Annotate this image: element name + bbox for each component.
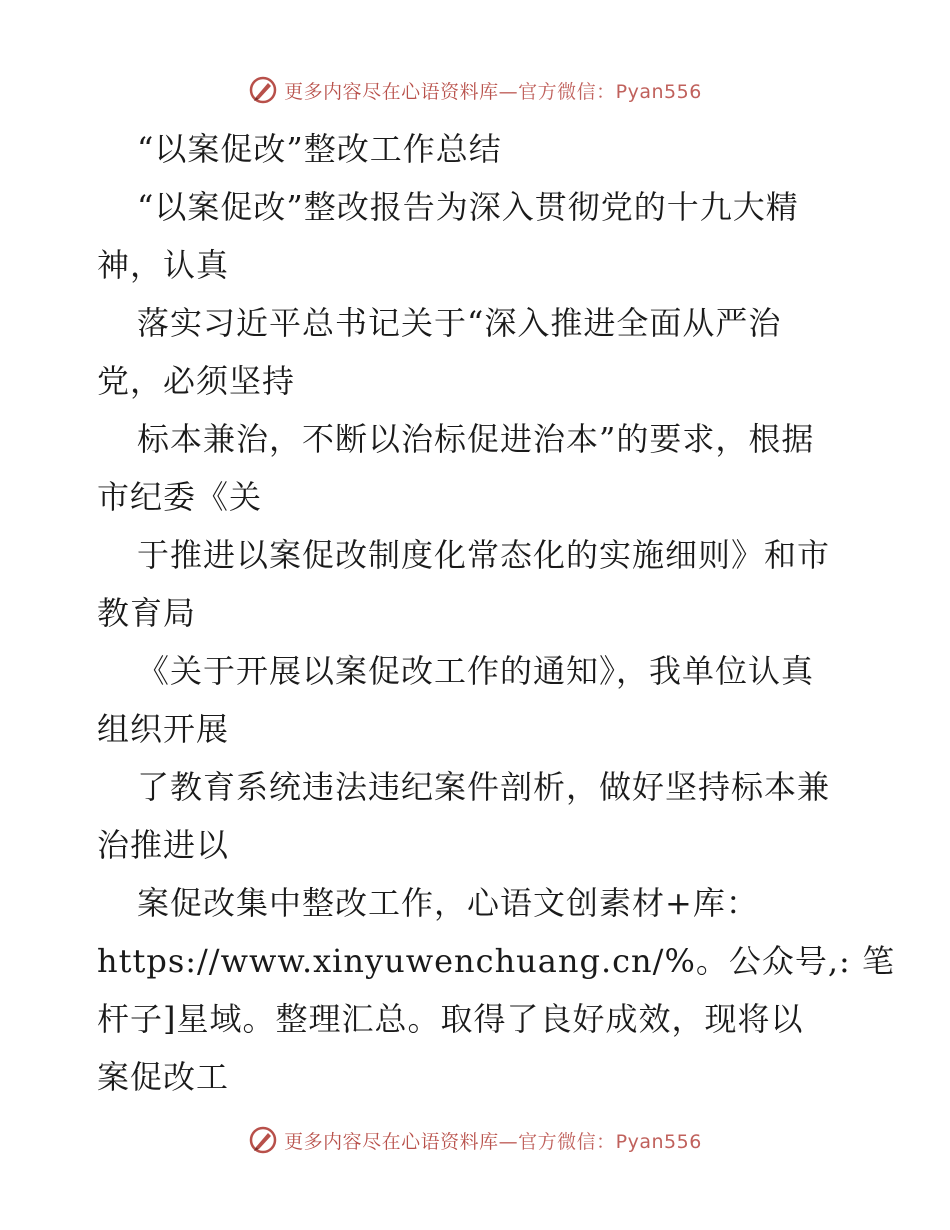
pen-logo-icon (248, 75, 278, 105)
banner-contact: —官方微信：Pyan556 (498, 1130, 702, 1153)
paragraph-line: 标本兼治，不断以治标促进治本”的要求，根据 (137, 420, 815, 458)
pen-logo-icon (248, 1125, 278, 1155)
banner-contact: —官方微信：Pyan556 (498, 80, 702, 103)
document-title: “以案促改”整改工作总结 (137, 130, 502, 168)
paragraph-line: “以案促改”整改报告为深入贯彻党的十九大精 (137, 188, 799, 226)
paragraph-line: 治推进以 (97, 826, 230, 864)
banner-title: 更多内容尽在心语资料库 (284, 1130, 499, 1153)
paragraph-line: 市纪委《关 (97, 478, 263, 516)
paragraph-line: 神，认真 (97, 246, 230, 284)
header-watermark-banner (0, 72, 950, 108)
paragraph-line: 案促改工 (97, 1058, 230, 1096)
document-body (97, 120, 895, 1106)
paragraph-line: 党，必须坚持 (97, 362, 296, 400)
paragraph-line: 教育局 (97, 594, 197, 632)
footer-watermark-banner (0, 1122, 950, 1158)
paragraph-line: 杆子]星域。整理汇总。取得了良好成效，现将以 (97, 1000, 804, 1038)
paragraph-line: 落实习近平总书记关于“深入推进全面从严治 (137, 304, 782, 342)
paragraph-line: 了教育系统违法违纪案件剖析，做好坚持标本兼 (137, 768, 831, 806)
paragraph-line: 组织开展 (97, 710, 230, 748)
paragraph-line: 《关于开展以案促改工作的通知》，我单位认真 (137, 652, 815, 690)
paragraph-line: 案促改集中整改工作，心语文创素材+库： (137, 884, 759, 922)
banner-title: 更多内容尽在心语资料库 (284, 80, 499, 103)
paragraph-line: https://www.xinyuwenchuang.cn/%。公众号,: 笔 (97, 942, 895, 980)
paragraph-line: 于推进以案促改制度化常态化的实施细则》和市 (137, 536, 831, 574)
